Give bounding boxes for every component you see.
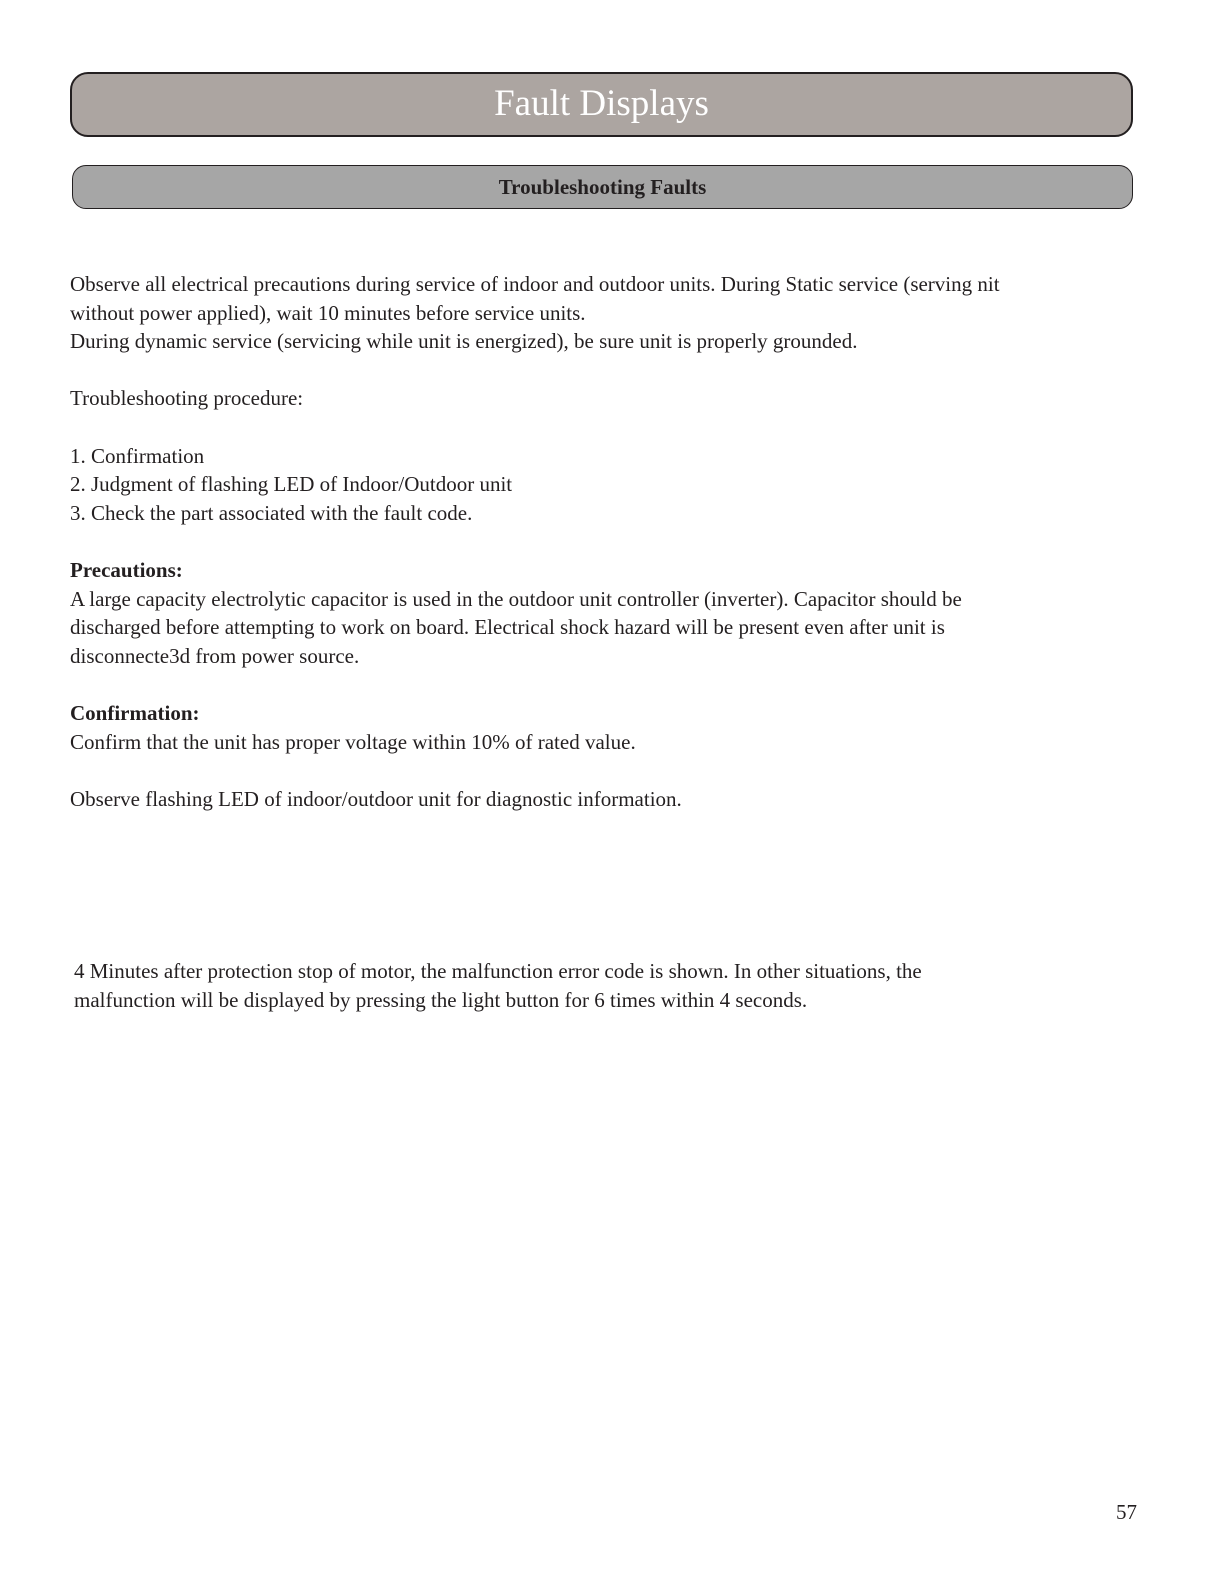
procedure-heading: Troubleshooting procedure: — [70, 386, 304, 411]
page-title-banner — [70, 72, 1133, 137]
procedure-step-2: 2. Judgment of flashing LED of Indoor/Outdoor unit — [70, 472, 513, 497]
precautions-heading: Precautions: — [70, 557, 183, 582]
precautions-line-3: disconnecte3d from power source. — [70, 643, 360, 668]
page-number: 57 — [1116, 1500, 1137, 1524]
confirmation-heading: Confirmation: — [70, 700, 200, 725]
precautions-line-2: discharged before attempting to work on board. Electrical shock hazard will be present even after unit is — [70, 615, 945, 640]
intro-line-3: During dynamic service (servicing while unit is energized), be sure unit is properly grounded. — [70, 329, 858, 354]
note-line-1: 4 Minutes after protection stop of motor, the malfunction error code is shown. In other situations, the — [74, 959, 922, 983]
intro-line-2: without power applied), wait 10 minutes before service units. — [70, 300, 586, 325]
intro-line-1: Observe all electrical precautions during service of indoor and outdoor units. During Static service (serving nit — [70, 272, 1000, 296]
section-title: Troubleshooting Faults — [498, 174, 707, 199]
precautions-line-1: A large capacity electrolytic capacitor is used in the outdoor unit controller (inverter). Capacitor should be — [70, 586, 962, 611]
note-line-2: malfunction will be displayed by pressing the light button for 6 times within 4 seconds. — [74, 987, 808, 1012]
observe-text: Observe flashing LED of indoor/outdoor unit for diagnostic information. — [70, 786, 682, 811]
malfunction-note — [74, 957, 1134, 1014]
procedure-step-3: 3. Check the part associated with the fault code. — [70, 500, 473, 525]
section-header-banner — [72, 165, 1133, 209]
main-content — [70, 270, 1140, 813]
confirmation-text: Confirm that the unit has proper voltage within 10% of rated value. — [70, 729, 636, 754]
page-title: Fault Displays — [494, 83, 709, 124]
procedure-step-1: 1. Confirmation — [70, 443, 205, 468]
